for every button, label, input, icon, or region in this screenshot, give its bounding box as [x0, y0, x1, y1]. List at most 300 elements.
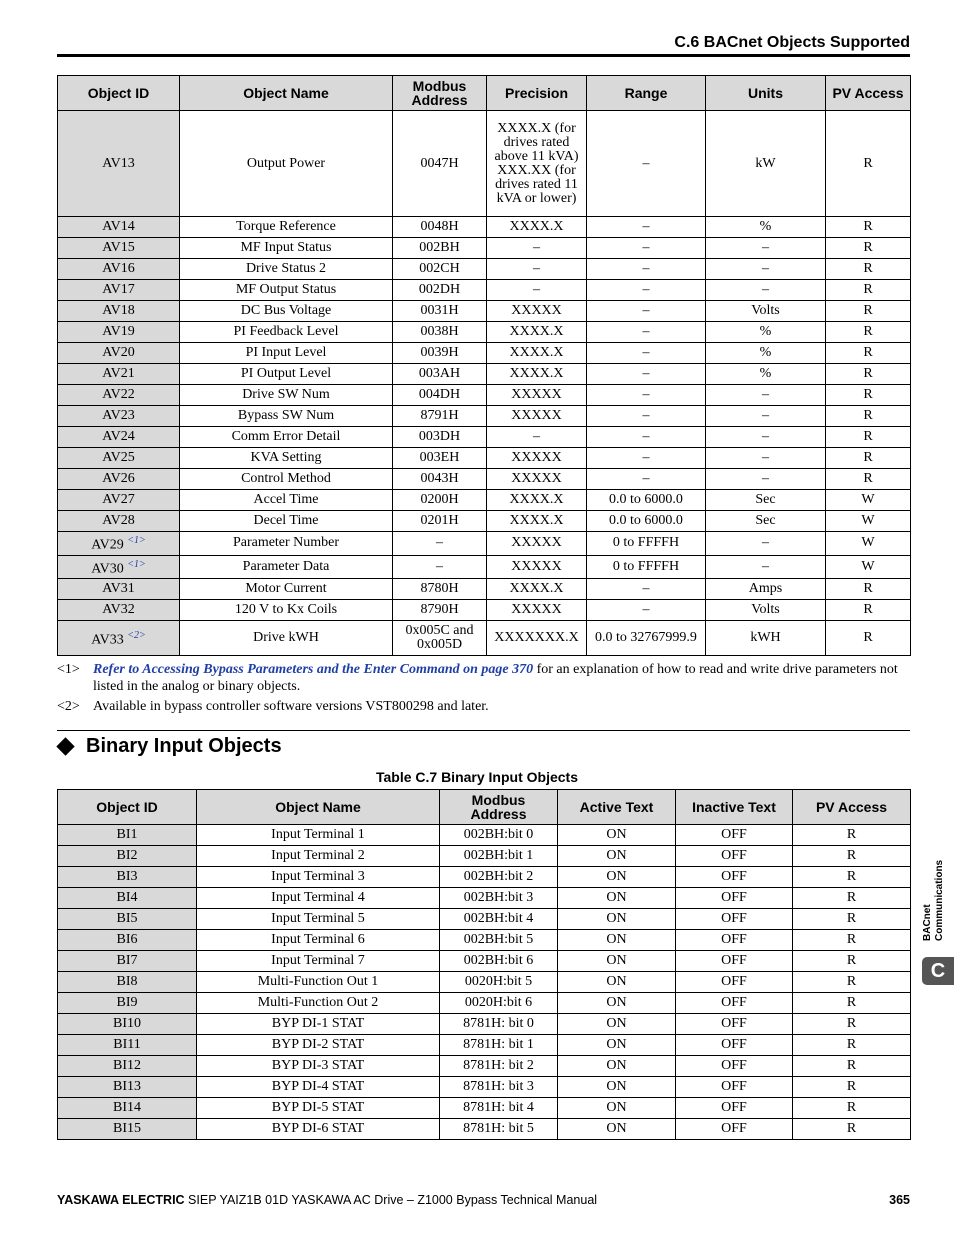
table-cell: MF Output Status: [180, 280, 393, 301]
table-cell: R: [826, 111, 911, 217]
table-cell: W: [826, 555, 911, 579]
table-cell: ON: [558, 888, 676, 909]
table-cell: Drive kWH: [180, 621, 393, 656]
table-cell: –: [706, 469, 826, 490]
column-header: Units: [706, 76, 826, 111]
table-cell: BI10: [58, 1014, 197, 1035]
note-1: [57, 661, 910, 695]
table-cell: BI14: [58, 1098, 197, 1119]
table-row: [58, 930, 911, 951]
object-id-cell: [58, 322, 180, 343]
object-id-cell: [58, 579, 180, 600]
table-cell: OFF: [676, 930, 793, 951]
table-row: [58, 217, 911, 238]
object-id-cell: [58, 555, 180, 579]
footer-text: SIEP YAIZ1B 01D YASKAWA AC Drive – Z1000 Bypass Technical Manual: [184, 1193, 598, 1207]
table-notes: [57, 661, 910, 718]
table-cell: 002BH:bit 1: [440, 846, 558, 867]
chapter-tab[interactable]: C: [922, 957, 954, 985]
diamond-bullet-icon: [56, 737, 74, 755]
object-id: AV17: [102, 282, 135, 297]
table-cell: 8790H: [393, 600, 487, 621]
table-cell: 002BH: [393, 238, 487, 259]
table-row: [58, 238, 911, 259]
table-cell: 002DH: [393, 280, 487, 301]
table-cell: ON: [558, 993, 676, 1014]
table-cell: BI7: [58, 951, 197, 972]
object-id-cell: [58, 600, 180, 621]
table-cell: 0020H:bit 6: [440, 993, 558, 1014]
table-cell: –: [587, 427, 706, 448]
table-row: [58, 555, 911, 579]
table-cell: R: [793, 1056, 911, 1077]
table-cell: –: [587, 343, 706, 364]
table-cell: %: [706, 364, 826, 385]
column-header: Modbus Address: [440, 790, 558, 825]
page-footer: [57, 1193, 910, 1207]
table-cell: XXXXX: [487, 385, 587, 406]
table-cell: OFF: [676, 888, 793, 909]
table-cell: –: [587, 301, 706, 322]
table-cell: Multi-Function Out 1: [197, 972, 440, 993]
table-row: [58, 1056, 911, 1077]
table-cell: 8781H: bit 5: [440, 1119, 558, 1140]
table-cell: XXXXX: [487, 532, 587, 556]
table-cell: XXXX.X: [487, 364, 587, 385]
table-row: [58, 621, 911, 656]
table-cell: R: [826, 621, 911, 656]
table-cell: Drive SW Num: [180, 385, 393, 406]
table-cell: 0043H: [393, 469, 487, 490]
table-cell: BI3: [58, 867, 197, 888]
table-row: [58, 343, 911, 364]
table-cell: 0031H: [393, 301, 487, 322]
table-cell: –: [706, 259, 826, 280]
table-cell: XXXXXXX.X: [487, 621, 587, 656]
table-cell: W: [826, 490, 911, 511]
table-cell: Input Terminal 1: [197, 825, 440, 846]
object-id: AV13: [102, 155, 135, 171]
table-cell: –: [706, 555, 826, 579]
column-header: Range: [587, 76, 706, 111]
column-header: Inactive Text: [676, 790, 793, 825]
table-cell: OFF: [676, 1056, 793, 1077]
column-header: Object Name: [180, 76, 393, 111]
table-cell: –: [706, 280, 826, 301]
table-cell: PI Input Level: [180, 343, 393, 364]
table-cell: Motor Current: [180, 579, 393, 600]
table-cell: BI9: [58, 993, 197, 1014]
object-id: AV26: [102, 471, 135, 486]
note-text: Available in bypass controller software versions VST800298 and later.: [93, 699, 489, 714]
side-label-text: BACnet Communications: [922, 859, 945, 941]
table-row: [58, 579, 911, 600]
table-cell: –: [706, 427, 826, 448]
table-row: [58, 259, 911, 280]
table-cell: BI1: [58, 825, 197, 846]
table-cell: –: [587, 579, 706, 600]
object-id: AV25: [102, 450, 135, 465]
table-cell: R: [826, 301, 911, 322]
table-row: [58, 993, 911, 1014]
object-id-cell: [58, 364, 180, 385]
object-id-cell: [58, 343, 180, 364]
table-cell: 0.0 to 6000.0: [587, 490, 706, 511]
table-cell: R: [793, 1035, 911, 1056]
table-cell: –: [487, 259, 587, 280]
table-cell: kWH: [706, 621, 826, 656]
object-id: AV19: [102, 324, 135, 339]
table-row: [58, 1119, 911, 1140]
table-cell: BI13: [58, 1077, 197, 1098]
table-caption: Table C.7 Binary Input Objects: [375, 769, 578, 785]
column-header: PV Access: [826, 76, 911, 111]
table-cell: R: [826, 343, 911, 364]
page-number: 365: [889, 1193, 910, 1207]
table-row: [58, 909, 911, 930]
table-cell: R: [826, 385, 911, 406]
table-cell: Decel Time: [180, 511, 393, 532]
table-cell: –: [393, 532, 487, 556]
table-cell: R: [793, 1014, 911, 1035]
table-cell: Multi-Function Out 2: [197, 993, 440, 1014]
column-header: Precision: [487, 76, 587, 111]
object-id: AV31: [102, 581, 135, 597]
table-cell: OFF: [676, 1098, 793, 1119]
table-cell: OFF: [676, 972, 793, 993]
table-cell: Volts: [706, 301, 826, 322]
table-cell: Sec: [706, 490, 826, 511]
column-header: Active Text: [558, 790, 676, 825]
table-cell: Input Terminal 5: [197, 909, 440, 930]
table-row: [58, 322, 911, 343]
table-cell: 003AH: [393, 364, 487, 385]
footnote-reference[interactable]: <1>: [127, 558, 146, 570]
note-text: for an explanation of how to read and write drive parameters not listed in the analog or binary objects.: [93, 662, 898, 694]
table-cell: BYP DI-2 STAT: [197, 1035, 440, 1056]
object-id: AV18: [102, 303, 135, 318]
table-cell: –: [587, 111, 706, 217]
table-cell: –: [587, 448, 706, 469]
table-cell: –: [706, 385, 826, 406]
page-header-title: C.6 BACnet Objects Supported: [674, 34, 910, 51]
table-cell: XXXX.X: [487, 511, 587, 532]
table-cell: KVA Setting: [180, 448, 393, 469]
table-cell: –: [487, 280, 587, 301]
table-header-row: [58, 76, 911, 111]
footnote-reference[interactable]: <1>: [127, 535, 146, 546]
table-cell: R: [793, 846, 911, 867]
table-cell: 004DH: [393, 385, 487, 406]
table-cell: BYP DI-5 STAT: [197, 1098, 440, 1119]
table-cell: R: [793, 1119, 911, 1140]
table-cell: Input Terminal 7: [197, 951, 440, 972]
table-cell: 8791H: [393, 406, 487, 427]
table-cell: R: [826, 406, 911, 427]
table-cell: Parameter Number: [180, 532, 393, 556]
table-cell: R: [793, 888, 911, 909]
table-row: [58, 1077, 911, 1098]
table-row: [58, 511, 911, 532]
table-cell: Input Terminal 4: [197, 888, 440, 909]
table-cell: OFF: [676, 1119, 793, 1140]
object-id-cell: [58, 511, 180, 532]
table-cell: ON: [558, 1098, 676, 1119]
table-row: [58, 972, 911, 993]
table-cell: OFF: [676, 867, 793, 888]
table-cell: R: [793, 993, 911, 1014]
table-cell: XXXXX: [487, 301, 587, 322]
object-id-cell: [58, 385, 180, 406]
object-id: AV14: [102, 219, 135, 234]
table-cell: –: [587, 259, 706, 280]
table-cell: 002BH:bit 4: [440, 909, 558, 930]
binary-input-table: [57, 789, 911, 1140]
table-cell: XXXX.X: [487, 217, 587, 238]
table-row: [58, 469, 911, 490]
table-cell: ON: [558, 1077, 676, 1098]
table-cell: ON: [558, 825, 676, 846]
table-cell: –: [587, 217, 706, 238]
table-row: [58, 846, 911, 867]
table-row: [58, 364, 911, 385]
table-cell: XXXXX: [487, 555, 587, 579]
table-cell: –: [487, 238, 587, 259]
table-cell: –: [587, 469, 706, 490]
section-heading: [57, 735, 282, 758]
table-cell: XXXXX: [487, 600, 587, 621]
table-cell: OFF: [676, 1014, 793, 1035]
table-cell: 8780H: [393, 579, 487, 600]
table-cell: R: [793, 951, 911, 972]
table-cell: ON: [558, 972, 676, 993]
table-cell: XXXX.X: [487, 490, 587, 511]
table-row: [58, 448, 911, 469]
table-cell: –: [587, 280, 706, 301]
table-cell: BI12: [58, 1056, 197, 1077]
table-cell: R: [826, 427, 911, 448]
table-cell: –: [587, 385, 706, 406]
table-cell: XXXX.X: [487, 322, 587, 343]
object-id-cell: [58, 427, 180, 448]
object-id-cell: [58, 217, 180, 238]
table-cell: ON: [558, 1035, 676, 1056]
table-cell: R: [826, 600, 911, 621]
object-id-cell: [58, 448, 180, 469]
object-id: AV28: [102, 513, 135, 528]
table-cell: –: [706, 448, 826, 469]
table-cell: BI15: [58, 1119, 197, 1140]
table-cell: 0.0 to 32767999.9: [587, 621, 706, 656]
table-cell: BI11: [58, 1035, 197, 1056]
table-cell: –: [587, 600, 706, 621]
table-cell: 120 V to Kx Coils: [180, 600, 393, 621]
table-cell: 0039H: [393, 343, 487, 364]
column-header: PV Access: [793, 790, 911, 825]
table-cell: ON: [558, 909, 676, 930]
table-cell: 8781H: bit 4: [440, 1098, 558, 1119]
table-cell: OFF: [676, 825, 793, 846]
column-header: Modbus Address: [393, 76, 487, 111]
column-header: Object Name: [197, 790, 440, 825]
table-cell: ON: [558, 1119, 676, 1140]
table-cell: OFF: [676, 951, 793, 972]
object-id: AV29: [91, 537, 124, 553]
table-cell: Volts: [706, 600, 826, 621]
table-cell: R: [793, 909, 911, 930]
table-row: [58, 1035, 911, 1056]
table-cell: 0038H: [393, 322, 487, 343]
object-id: AV15: [102, 240, 135, 255]
object-id: AV21: [102, 366, 135, 381]
table-cell: Input Terminal 2: [197, 846, 440, 867]
object-id-cell: [58, 280, 180, 301]
table-cell: PI Output Level: [180, 364, 393, 385]
table-cell: Accel Time: [180, 490, 393, 511]
footnote-reference[interactable]: <2>: [127, 629, 146, 641]
table-row: [58, 867, 911, 888]
table-cell: ON: [558, 846, 676, 867]
side-chapter-label: [920, 845, 952, 945]
table-cell: OFF: [676, 1035, 793, 1056]
note-2: [57, 698, 910, 715]
table-cell: Torque Reference: [180, 217, 393, 238]
object-id: AV24: [102, 429, 135, 444]
table-cell: 0x005C and 0x005D: [393, 621, 487, 656]
table-cell: %: [706, 343, 826, 364]
table-cell: BYP DI-6 STAT: [197, 1119, 440, 1140]
section-rule: [57, 730, 910, 731]
table-row: [58, 280, 911, 301]
table-row: [58, 301, 911, 322]
header-rule: [57, 54, 910, 57]
table-cell: Input Terminal 3: [197, 867, 440, 888]
object-id-cell: [58, 301, 180, 322]
table-cell: R: [826, 259, 911, 280]
table-cell: Drive Status 2: [180, 259, 393, 280]
table-cell: R: [826, 579, 911, 600]
table-cell: OFF: [676, 1077, 793, 1098]
table-cell: –: [587, 322, 706, 343]
table-cell: DC Bus Voltage: [180, 301, 393, 322]
table-cell: ON: [558, 930, 676, 951]
table-cell: R: [793, 972, 911, 993]
table-row: [58, 532, 911, 556]
table-cell: OFF: [676, 909, 793, 930]
table-cell: Sec: [706, 511, 826, 532]
table-cell: XXXXX: [487, 406, 587, 427]
object-id-cell: [58, 469, 180, 490]
table-cell: MF Input Status: [180, 238, 393, 259]
table-cell: %: [706, 217, 826, 238]
column-header: Object ID: [58, 790, 197, 825]
object-id: AV22: [102, 387, 135, 402]
object-id: AV20: [102, 345, 135, 360]
table-cell: 8781H: bit 2: [440, 1056, 558, 1077]
object-id: AV23: [102, 408, 135, 423]
section-title: Binary Input Objects: [86, 735, 282, 757]
object-id-cell: [58, 406, 180, 427]
footer-brand: YASKAWA ELECTRIC: [57, 1193, 185, 1207]
table-cell: Control Method: [180, 469, 393, 490]
table-cell: W: [826, 532, 911, 556]
table-cell: –: [587, 238, 706, 259]
table-cell: –: [587, 406, 706, 427]
note-tag: <2>: [57, 699, 80, 714]
object-id: AV16: [102, 261, 135, 276]
table-cell: –: [706, 532, 826, 556]
object-id-cell: [58, 532, 180, 556]
table-row: [58, 1014, 911, 1035]
table-cell: –: [587, 364, 706, 385]
table-cell: Parameter Data: [180, 555, 393, 579]
table-cell: OFF: [676, 846, 793, 867]
object-id-cell: [58, 238, 180, 259]
table-cell: R: [826, 280, 911, 301]
table-cell: 0200H: [393, 490, 487, 511]
table-cell: 8781H: bit 0: [440, 1014, 558, 1035]
object-id: AV27: [102, 492, 135, 507]
table-cell: BI8: [58, 972, 197, 993]
table-cell: Amps: [706, 579, 826, 600]
table-cell: BYP DI-1 STAT: [197, 1014, 440, 1035]
object-id-cell: [58, 490, 180, 511]
table-cell: R: [826, 238, 911, 259]
table-cell: XXXXX: [487, 448, 587, 469]
table-cell: –: [393, 555, 487, 579]
table-cell: BI6: [58, 930, 197, 951]
table-cell: 002BH:bit 5: [440, 930, 558, 951]
table-cell: OFF: [676, 993, 793, 1014]
table-row: [58, 490, 911, 511]
table-cell: 002BH:bit 2: [440, 867, 558, 888]
object-id-cell: [58, 111, 180, 217]
table-cell: XXXX.X (for drives rated above 11 kVA) XXX.XX (for drives rated 11 kVA or lower): [487, 111, 587, 217]
table-cell: 002BH:bit 0: [440, 825, 558, 846]
table-cell: R: [793, 825, 911, 846]
table-cell: 8781H: bit 1: [440, 1035, 558, 1056]
table-cell: 0.0 to 6000.0: [587, 511, 706, 532]
table-cell: 0047H: [393, 111, 487, 217]
table-cell: R: [793, 930, 911, 951]
table-cell: XXXXX: [487, 469, 587, 490]
table-row: [58, 951, 911, 972]
cross-reference-link[interactable]: Refer to Accessing Bypass Parameters and the Enter Command on page 370: [93, 662, 534, 677]
table-cell: –: [487, 427, 587, 448]
table-cell: %: [706, 322, 826, 343]
table-cell: –: [706, 238, 826, 259]
table-cell: BI4: [58, 888, 197, 909]
table-cell: 0 to FFFFH: [587, 555, 706, 579]
table-cell: Comm Error Detail: [180, 427, 393, 448]
object-id-cell: [58, 621, 180, 656]
table-cell: BI5: [58, 909, 197, 930]
table-row: [58, 406, 911, 427]
table-cell: 002CH: [393, 259, 487, 280]
table-cell: 002BH:bit 6: [440, 951, 558, 972]
table-cell: XXXX.X: [487, 579, 587, 600]
table-row: [58, 1098, 911, 1119]
table-cell: kW: [706, 111, 826, 217]
table-row: [58, 888, 911, 909]
table-cell: R: [826, 448, 911, 469]
table-cell: R: [826, 364, 911, 385]
table-cell: PI Feedback Level: [180, 322, 393, 343]
table-row: [58, 385, 911, 406]
analog-value-table: [57, 75, 911, 656]
table-cell: 8781H: bit 3: [440, 1077, 558, 1098]
table-cell: R: [826, 217, 911, 238]
